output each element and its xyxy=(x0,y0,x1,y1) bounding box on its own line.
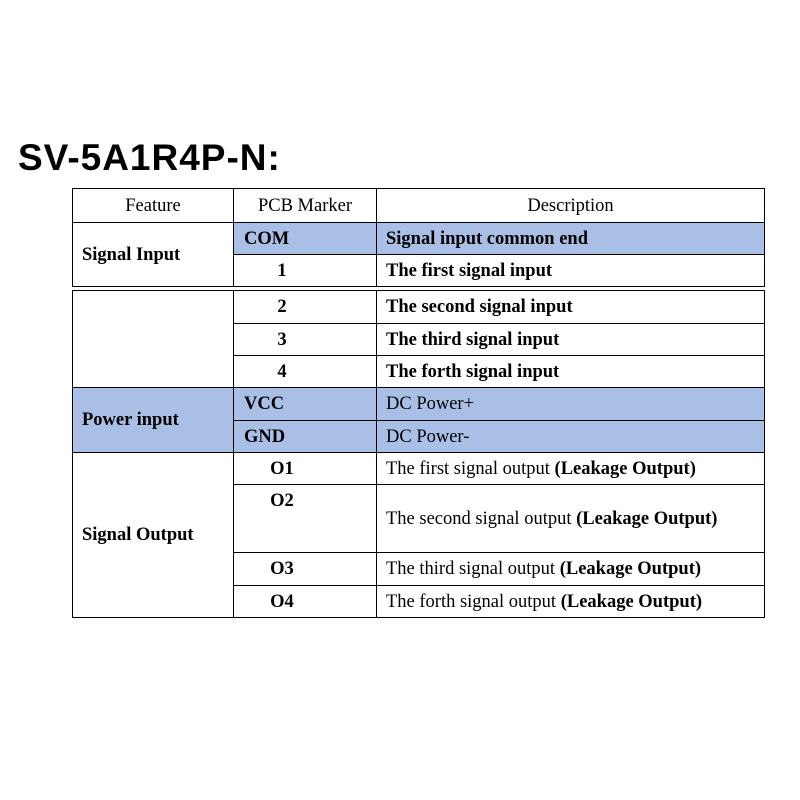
marker-1: 1 xyxy=(234,255,377,287)
table-row xyxy=(73,453,765,485)
desc-o4 xyxy=(377,586,765,618)
desc-o4-text: The forth signal output xyxy=(386,591,561,612)
desc-o4-note: (Leakage Output) xyxy=(560,591,703,612)
desc-o2 xyxy=(377,485,765,553)
desc-o3 xyxy=(377,553,765,586)
marker-o2: O2 xyxy=(234,485,377,553)
desc-o1 xyxy=(377,453,765,485)
desc-o1-note: (Leakage Output) xyxy=(554,458,696,479)
desc-gnd: DC Power- xyxy=(377,421,765,453)
desc-o3-note: (Leakage Output) xyxy=(559,559,702,579)
pinout-table-part1 xyxy=(72,188,765,287)
marker-o1: O1 xyxy=(234,453,377,485)
pinout-table-part2 xyxy=(72,290,765,618)
desc-o2-note: (Leakage Output) xyxy=(576,508,718,529)
desc-2: The second signal input xyxy=(377,291,765,324)
marker-3: 3 xyxy=(234,324,377,356)
table-row xyxy=(73,388,765,421)
feature-power-input: Power input xyxy=(73,388,234,453)
marker-o4: O4 xyxy=(234,586,377,618)
marker-2: 2 xyxy=(234,291,377,324)
table-row xyxy=(73,291,765,324)
desc-1: The first signal input xyxy=(377,255,765,287)
desc-com: Signal input common end xyxy=(377,223,765,255)
desc-o3-text: The third signal output xyxy=(386,559,560,579)
header-description: Description xyxy=(377,189,765,223)
desc-3: The third signal input xyxy=(377,324,765,356)
header-feature: Feature xyxy=(73,189,234,223)
table-header-row xyxy=(73,189,765,223)
document-title: SV-5A1R4P-N: xyxy=(18,137,281,178)
table-row xyxy=(73,223,765,255)
feature-empty xyxy=(73,291,234,388)
header-pcb-marker: PCB Marker xyxy=(234,189,377,223)
marker-o3: O3 xyxy=(234,553,377,586)
marker-gnd: GND xyxy=(234,421,377,453)
desc-4: The forth signal input xyxy=(377,356,765,388)
desc-o1-text: The first signal output xyxy=(386,458,555,479)
feature-signal-output: Signal Output xyxy=(73,453,234,618)
desc-o2-text: The second signal output xyxy=(386,508,577,529)
marker-com: COM xyxy=(234,223,377,255)
desc-vcc: DC Power+ xyxy=(377,388,765,421)
marker-vcc: VCC xyxy=(234,388,377,421)
marker-4: 4 xyxy=(234,356,377,388)
feature-signal-input: Signal Input xyxy=(73,223,234,287)
